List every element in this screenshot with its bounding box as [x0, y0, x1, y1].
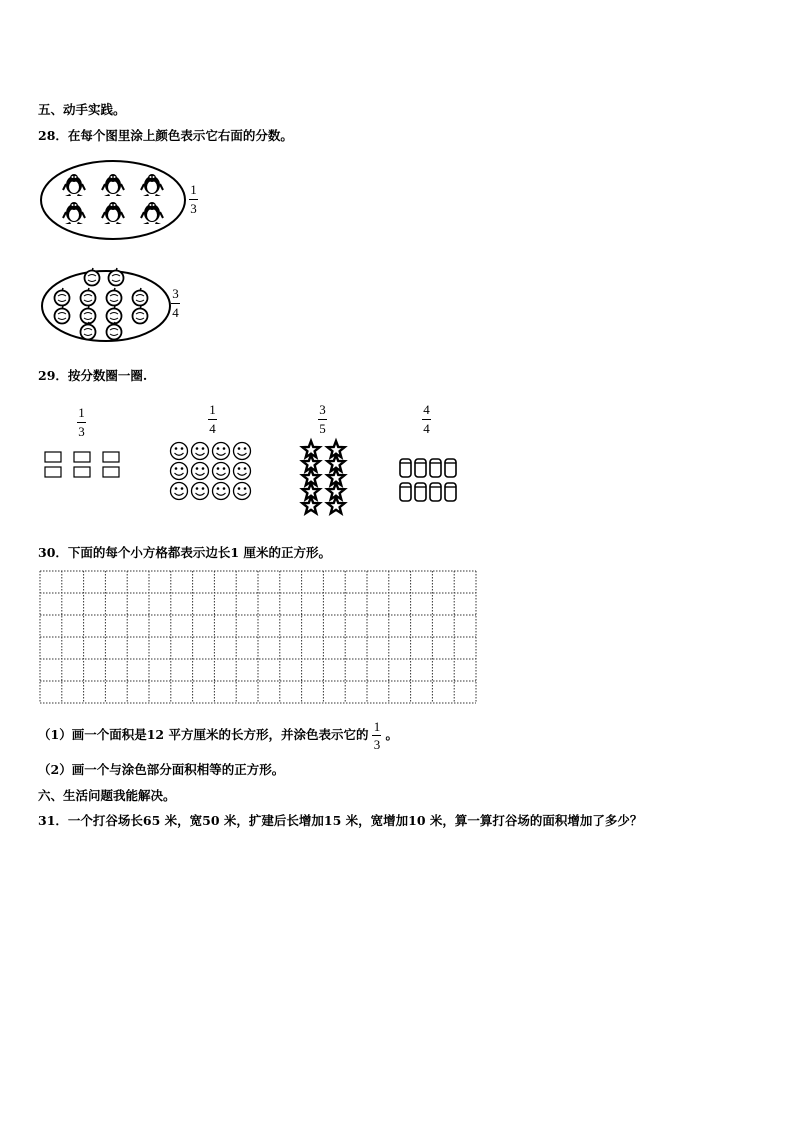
question-30-part-1: （1）画一个面积是12 平方厘米的长方形，并涂色表示它的 $\frac{1}{3}$ 。 — [38, 719, 398, 752]
batteries-group — [398, 457, 462, 505]
battery-icon — [430, 459, 441, 477]
battery-icon — [445, 483, 456, 501]
apple-icon — [81, 288, 96, 306]
apple-icon — [81, 306, 96, 324]
rectangle-icon — [74, 467, 90, 477]
smiley-face-icon — [192, 463, 209, 480]
rectangles-group — [44, 450, 124, 482]
apple-icon — [55, 306, 70, 324]
fraction-one-third: 1 3 — [190, 182, 197, 216]
question-31-prompt — [38, 811, 642, 829]
group-3-fraction: 3 5 — [319, 402, 326, 436]
section-heading-6: 六、生活问题我能解决。 — [38, 788, 176, 803]
square-centimeter-grid — [40, 571, 476, 703]
fraction-one-third: $\frac{1}{3}$ — [373, 719, 381, 752]
rectangle-icon — [103, 467, 119, 477]
question-number: 29． — [38, 368, 68, 383]
question-text: 在每个图里涂上颜色表示它右面的分数。 — [67, 128, 293, 143]
smiley-face-icon — [213, 443, 230, 460]
question-29-prompt — [38, 366, 147, 384]
apple-icon — [107, 322, 122, 340]
rectangle-icon — [45, 452, 61, 462]
apple-icon — [133, 288, 148, 306]
group-1-fraction: 1 3 — [78, 405, 85, 439]
fraction-three-quarters: 3 4 — [172, 286, 179, 320]
group-4-fraction: 4 4 — [423, 402, 430, 436]
smiley-face-icon — [192, 483, 209, 500]
penguin-icon — [102, 174, 124, 196]
smiley-face-icon — [171, 483, 188, 500]
battery-icon — [415, 483, 426, 501]
battery-icon — [430, 483, 441, 501]
apple-icon — [81, 322, 96, 340]
question-number: 28． — [38, 128, 68, 143]
rectangle-icon — [45, 467, 61, 477]
battery-icon — [400, 483, 411, 501]
question-text: 按分数圈一圈. — [67, 368, 148, 383]
battery-icon — [415, 459, 426, 477]
penguin-oval-figure — [38, 158, 188, 242]
question-text: 下面的每个小方格都表示边长1 厘米的正方形。 — [67, 545, 331, 560]
question-number: 30． — [38, 545, 68, 560]
smiley-face-icon — [234, 463, 251, 480]
battery-icon — [445, 459, 456, 477]
smiley-face-icon — [234, 443, 251, 460]
battery-icon — [400, 459, 411, 477]
smiley-face-icon — [171, 463, 188, 480]
rectangle-icon — [74, 452, 90, 462]
penguin-icon — [141, 174, 163, 196]
smiley-face-icon — [171, 443, 188, 460]
apple-oval-figure — [40, 268, 172, 346]
smiley-face-icon — [192, 443, 209, 460]
apple-icon — [107, 288, 122, 306]
apple-icon — [107, 306, 122, 324]
smiley-faces-group — [168, 441, 252, 501]
apple-icon — [55, 288, 70, 306]
question-28-prompt — [38, 126, 293, 144]
penguin-icon — [63, 202, 85, 224]
smiley-face-icon — [234, 483, 251, 500]
penguin-icon — [63, 174, 85, 196]
penguin-icon — [102, 202, 124, 224]
penguin-icon — [141, 202, 163, 224]
smiley-face-icon — [213, 463, 230, 480]
stars-group — [298, 441, 350, 515]
rectangle-icon — [103, 452, 119, 462]
group-2-fraction: 1 4 — [209, 402, 216, 436]
question-30-part-2: （2）画一个与涂色部分面积相等的正方形。 — [38, 762, 285, 777]
smiley-face-icon — [213, 483, 230, 500]
section-heading-5: 五、动手实践。 — [38, 102, 126, 117]
apple-icon — [133, 306, 148, 324]
question-30-prompt — [38, 543, 331, 561]
question-number: 31． — [38, 813, 68, 828]
question-text: 一个打谷场长65 米，宽50 米，扩建后长增加15 米，宽增加10 米，算一算打谷场的面积增加了多少？ — [67, 813, 643, 828]
